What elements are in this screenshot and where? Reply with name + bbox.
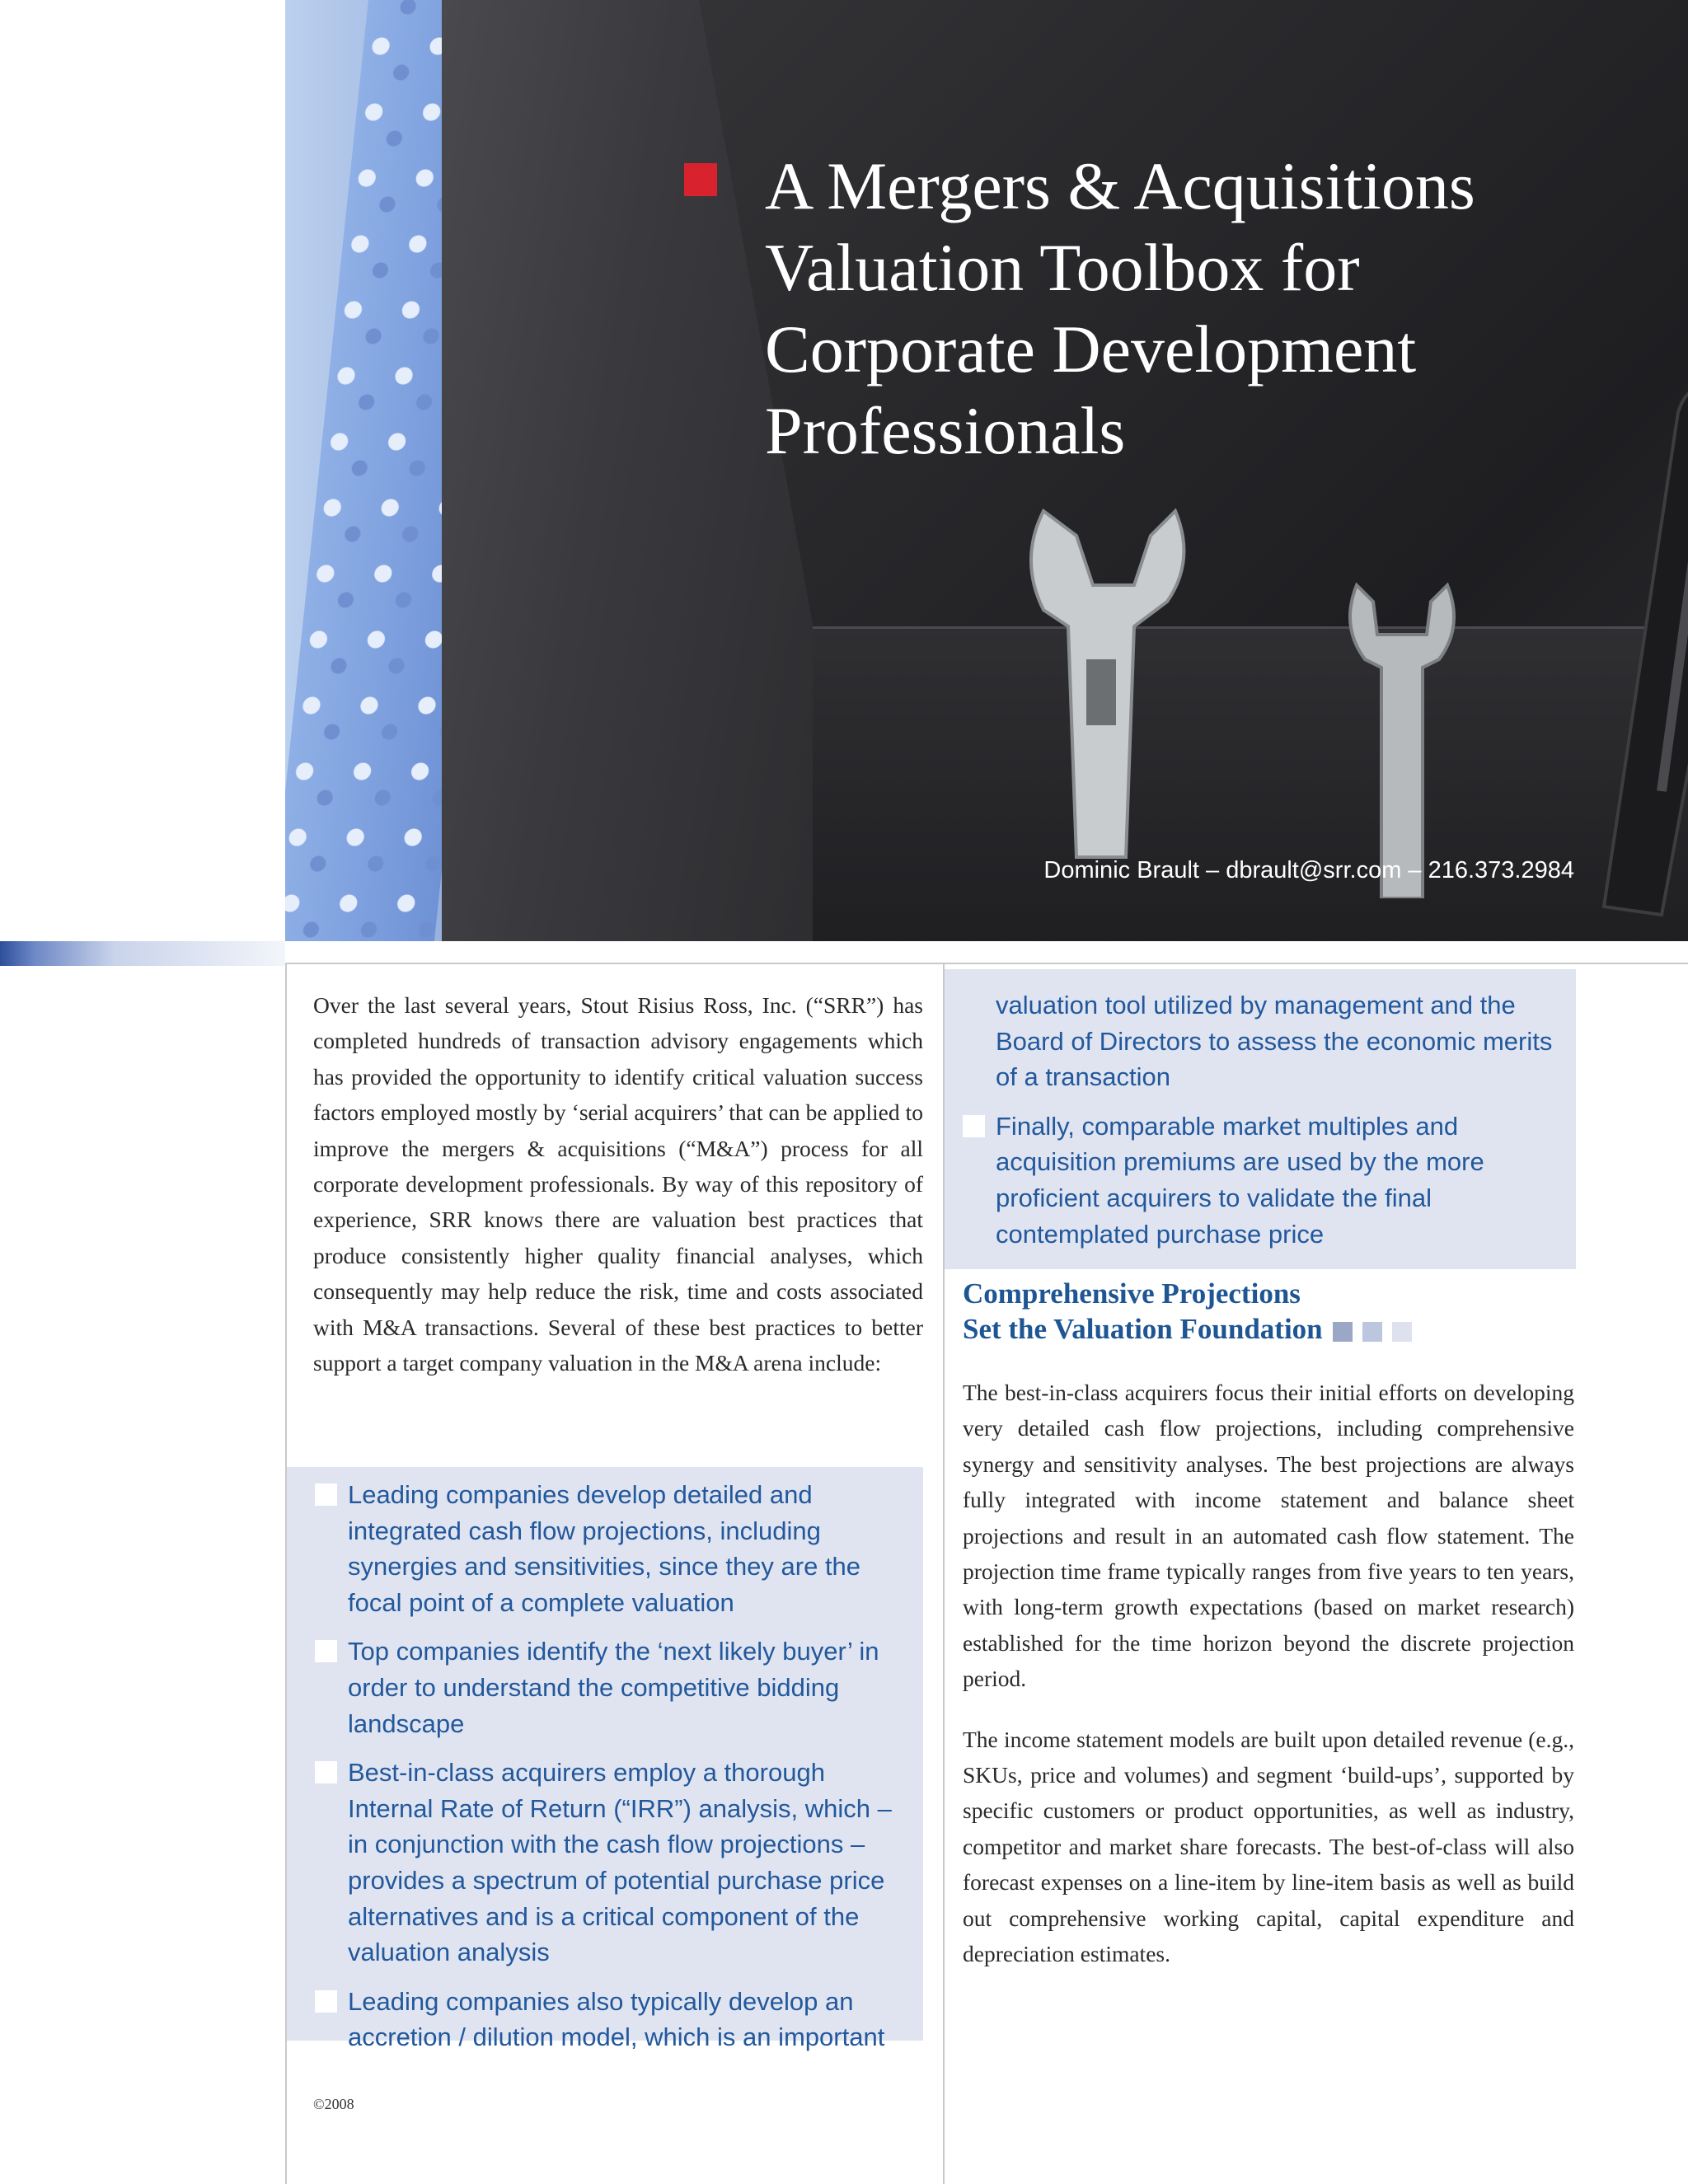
title-accent-square xyxy=(684,163,717,196)
title-line-3: Corporate Development xyxy=(765,312,1417,387)
checkbox-square-icon xyxy=(315,1761,337,1783)
author-byline: Dominic Brault – dbrault@srr.com – 216.373.2984 xyxy=(1043,857,1574,883)
adjustable-wrench-icon xyxy=(1010,494,1200,874)
horizontal-divider xyxy=(285,963,1688,964)
checkbox-square-icon xyxy=(315,1990,337,2013)
body-paragraph: The best-in-class acquirers focus their initial efforts on developing very detailed cash flow projections, including comprehensive synergy and sensitivity analyses. The best projections are always fully integrated with income statement and balance sheet projections and result in an automated cash flow statement. The projection time frame typically ranges from five years to ten years, with long-term growth expectations (based on market research) established for the time horizon beyond the discrete projection period. xyxy=(963,1380,1574,1692)
left-color-band xyxy=(0,941,285,966)
decor-square-icon xyxy=(1392,1322,1412,1342)
copyright-notice: ©2008 xyxy=(313,2096,354,2112)
checkbox-square-icon xyxy=(963,1115,985,1137)
section-heading xyxy=(963,1276,1412,1347)
best-practices-list-continued xyxy=(963,987,1556,1252)
open-end-wrench-icon xyxy=(1332,569,1472,898)
list-item: Leading companies also typically develop an accretion / dilution model, which is an important xyxy=(315,1984,908,2055)
intro-paragraph: Over the last several years, Stout Risius Ross, Inc. (“SRR”) has completed hundreds of transaction advisory engagements which has provided the opportunity to identify critical valuation success factors employed mostly by ‘serial acquirers’ that can be applied to improve the mergers & acquisitions (“M&A”) process for all corporate development professionals. By way of this repository of experience, SRR knows there are valuation best practices that produce consistently higher quality financial analyses, which consequently may help reduce the risk, time and costs associated with M&A transactions. Several of these best practices to better support a target company valuation in the M&A arena include: xyxy=(313,992,923,1376)
checkbox-square-icon xyxy=(315,1640,337,1662)
title-line-1: A Mergers & Acquisitions xyxy=(765,148,1475,223)
pocket-graphic xyxy=(813,626,1688,941)
right-column-body xyxy=(963,1375,1574,1997)
list-item: Leading companies develop detailed and integrated cash flow projections, including synergies and sensitivities, since they are the focal point of a complete valuation xyxy=(315,1477,908,1620)
hero-image xyxy=(285,0,1688,941)
checkbox-square-icon xyxy=(315,1483,337,1506)
list-item: Finally, comparable market multiples and acquisition premiums are used by the more proficient acquirers to validate the final contemplated purchase price xyxy=(963,1108,1556,1252)
decor-square-icon xyxy=(1333,1322,1353,1342)
list-item-continuation: valuation tool utilized by management and the Board of Directors to assess the economic merits of a transaction xyxy=(996,991,1553,1092)
heading-line-2: Set the Valuation Foundation xyxy=(963,1313,1323,1345)
title-line-4: Professionals xyxy=(765,393,1126,468)
best-practices-list xyxy=(315,1477,908,2069)
decor-square-icon xyxy=(1362,1322,1382,1342)
body-paragraph: The income statement models are built upon detailed revenue (e.g., SKUs, price and volumes) and segment ‘build-ups’, supported by specific customers or product opportunities, as well as industry, competitor and market share forecasts. The best-of-class will also forecast expenses on a line-item by line-item basis as well as build out comprehensive working capital, capital expenditure and depreciation estimates. xyxy=(963,1726,1574,1967)
list-item: Best-in-class acquirers employ a thorough Internal Rate of Return (“IRR”) analysis, which – in conjunction with the cash flow projections – provides a spectrum of potential purchase price alternatives and is a critical component of the valuation analysis xyxy=(315,1755,908,1971)
list-item: Top companies identify the ‘next likely buyer’ in order to understand the competitive bidding landscape xyxy=(315,1633,908,1741)
left-margin xyxy=(0,0,285,2184)
left-column xyxy=(313,987,923,1380)
heading-line-1: Comprehensive Projections xyxy=(963,1277,1301,1310)
title-line-2: Valuation Toolbox for xyxy=(765,230,1360,305)
article-title xyxy=(765,145,1672,471)
